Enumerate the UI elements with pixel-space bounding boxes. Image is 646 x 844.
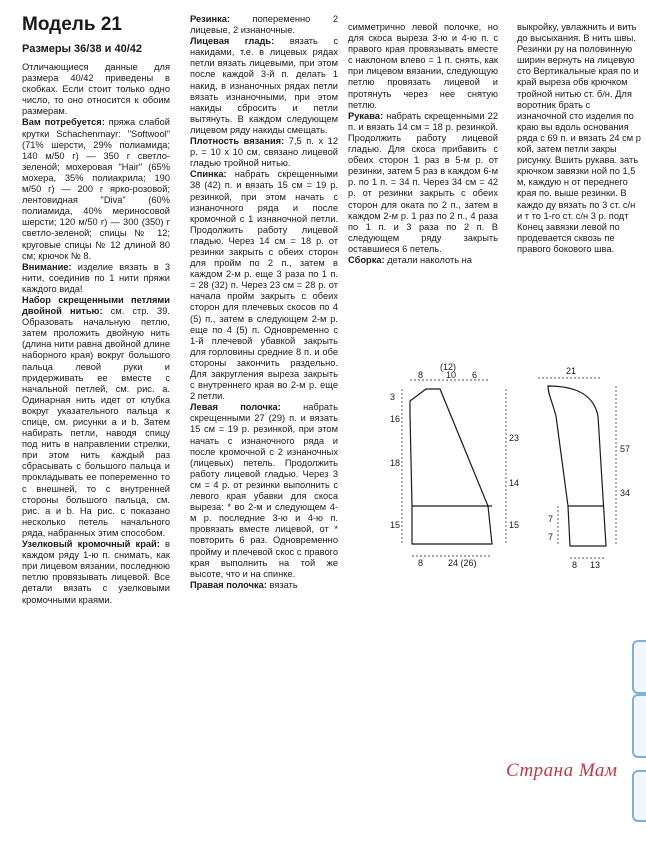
- body-outline: [410, 389, 492, 544]
- side-panel-tab-2[interactable]: [632, 694, 646, 758]
- label-body-left-3: 18: [390, 458, 401, 468]
- schematic-svg: [388, 356, 642, 576]
- stockinette-paragraph: [190, 36, 338, 136]
- gauge-label: Плотность вязания:: [190, 136, 285, 147]
- left-front-text: набрать скрещенными 27 (29) п. и вязать 15 см = 19 р. резинкой, при этом начать с изнаночного ряда и после кромочной с 2 изнаночных (лицевых) петель. Продолжить работу лицевой гладью. Через 3 см = 4 р. от резинки выполнить с левого края убавки для скоса выреза: * во 2-м и следующем 4-м р. последние 3-ю и 4-ю п. провязать вместе лицевой, от * повторить 6 раз. Одновременно пройму и плечевой скос с правого края выполнить на той же высоте, что и на спинке.: [190, 402, 338, 579]
- site-watermark: Страна Мам: [506, 760, 618, 781]
- label-body-right-3: 15: [509, 520, 520, 530]
- sleeves-paragraph: [348, 111, 498, 255]
- rib-text: попеременно 2 лицевые, 2 изнаночные.: [190, 14, 338, 36]
- label-body-top-2: 10: [446, 370, 457, 380]
- label-sleeve-left-2: 7: [548, 532, 554, 542]
- back-label: Спинка:: [190, 169, 227, 180]
- text-column-2: [190, 14, 338, 591]
- gauge-text: 7,5 п. х 12 р. = 10 х 10 см, связано лицевой гладью тройной нитью.: [190, 136, 338, 169]
- pattern-schematic: [388, 356, 642, 576]
- right-front-continued: симметрично левой полочке, но для скоса выреза 3-ю и 4-ю п. с правого края провязывать вместе с наклоном влево = 1 п. снять, как при лицевом вязании, следующую петлю провязать лицевой и протянуть через нее снятую петлю.: [348, 22, 498, 110]
- label-body-bottom-1: 8: [418, 558, 424, 568]
- left-front-label: Левая полочка:: [190, 402, 281, 413]
- label-sleeve-bottom-2: 13: [590, 560, 601, 570]
- label-body-left-2: 16: [390, 414, 401, 424]
- back-paragraph: [190, 169, 338, 402]
- label-body-top-alt: (12): [440, 362, 457, 372]
- cast-on-label: Набор скрещенными петлями двойной нитью:: [22, 294, 170, 317]
- assembly-label: Сборка:: [348, 254, 385, 265]
- assembly-paragraph: [348, 255, 498, 266]
- attention-paragraph: [22, 262, 170, 295]
- side-panel-tab-1[interactable]: [632, 640, 646, 694]
- side-panel-tab-3[interactable]: [632, 770, 646, 822]
- rib-label: Резинка:: [190, 14, 231, 24]
- label-sleeve-bottom-1: 8: [572, 560, 578, 570]
- edge-paragraph: [22, 539, 170, 606]
- rib-paragraph: [190, 14, 338, 36]
- cast-on-text: см. стр. 39. Образовать начальную петлю, затем проложить двойную нить (длина нити равна двойной длине наборного края) вокруг большого пальца левой руки и придерживать ее вместе с начальной петлей, см. рис. а. Одинарная нить идет от клубка вокруг указательного пальца к спице, см. рисунки а и b. Затем набирать петли, наводя спицу под нить в направлении стрелки, при этом нить каждый раз сбрасывать с большого пальца и прокладывать ее попеременно то с внешней, то с внутренней стороны большого пальца, см. рис. а и b. На рис. с показано несколько петель начального ряда, набранных этим способом.: [22, 306, 170, 538]
- materials-text: пряжа слабой крутки Schachenmayr: "Softwool" (71% шерсти, 29% полиамида; 140 м/50 г) — 350 г светло-зеленой; мохеровая "Hair" (65% мохера, 35% полиакрила; 190 м/50 г) — 200 г ярко-розовой; лентовидная "Diva" (60% полиамида, 40% мериносовой шерсти; 120 м/50 г) — 300 (350) г светло-зеленой; спицы № 12; круговые спицы № 12 длиной 80 см; крючок № 8.: [22, 117, 170, 261]
- cast-on-paragraph: [22, 295, 170, 539]
- right-front-paragraph: [190, 580, 338, 591]
- label-body-top-3: 6: [472, 370, 478, 380]
- assembly-continued: выкройку, увлажнить и вить до высыхания. В нить швы. Резинки ру на половинную ширин вернуть на лицевую сто Вертикальные края по и край выреза обв крючком тройной нитью ст. б/н. Для воротник брать с изначочной сто изделия по краю вы вдоль основания ряда с 69 п. и вязать 24 см р кой, затем петли закры рисунку. Вшить рукава. зать крючком завязки ной по 1,5 м, каждую н от переднего края по. выше резинки. В каждо ду вязать по 3 ст. с/н и т то 1-го ст. с/н 3 р. подт Конец завязки левой по продевается сквозь пе правого бокового шва.: [517, 22, 641, 254]
- back-text: набрать скрещенными 38 (42) п. и вязать 15 см = 19 р. резинкой, при этом начать с изнаночного ряда и после кромочной с 1 изнаночной петли. Продолжить работу лицевой гладью. Через 14 см = 18 р. от резинки закрыть с обеих сторон для пройм по 2 п., затем в каждом 2-м р. еще 3 раза по 1 п. = 28 (32) п. Через 23 см = 28 р. от начала пройм закрыть с обеих сторон для плечевых скосов по 4 (5) п., затем в следующем 2-м р. еще по 4 (5) п. Одновременно с 1-й плечевой убавкой закрыть для горловины средние 8 п. и обе стороны закончить раздельно. Для закругления выреза закрыть с внутреннего края во 2-м р. еще 2 петли.: [190, 169, 338, 402]
- label-sleeve-right-2: 34: [620, 488, 631, 498]
- edge-text: в каждом ряду 1-ю п. снимать, как при лицевом вязании, последнюю петлю провязывать лицевой. Все детали вязать с узелковыми кромочными краями.: [22, 539, 170, 605]
- stockinette-label: Лицевая гладь:: [190, 36, 275, 47]
- edge-label: Узелковый кромочный край:: [22, 539, 160, 550]
- label-body-right-2: 14: [509, 478, 520, 488]
- sleeve-outline: [548, 386, 606, 546]
- right-front-text: вязать: [269, 579, 298, 590]
- sizes-heading: Размеры 36/38 и 40/42: [22, 43, 142, 55]
- stockinette-text: вязать с накидами, т.е. в лицевых рядах петли вязать лицевыми, при этом после каждой 3-й п. делать 1 накид, в изнаночных рядах петли вязать изнаночными, при этом накиды сбросить и петли вытянуть. В каждом следующем лицевом ряду накиды смещать.: [190, 36, 338, 135]
- assembly-text: детали наколоть на: [387, 254, 472, 265]
- left-front-paragraph: [190, 402, 338, 580]
- label-body-left-4: 15: [390, 520, 401, 530]
- materials-label: Вам потребуется:: [22, 117, 105, 128]
- label-sleeve-left-1: 7: [548, 514, 554, 524]
- label-body-right-1: 23: [509, 433, 520, 443]
- sleeves-label: Рукава:: [348, 110, 384, 121]
- sleeves-text: набрать скрещенными 22 п. и вязать 14 см = 18 р. резинкой. Продолжить работу лицевой гладью. Для скоса прибавить с обеих сторон 1 раз в 5-м р. от резинки, затем 5 раз в каждом 6-м р. по 1 п. = 34 п. Через 34 см = 42 р. от резинки закрыть с обеих сторон для оката по 2 п., затем в каждом 2-м р. 1 раз по 2 п., 4 раза по 1 п. и 3 раза по 2 п. В следующем ряду закрыть оставшиеся 6 петель.: [348, 110, 498, 254]
- label-sleeve-right-1: 57: [620, 444, 631, 454]
- intro-paragraph: Отличающиеся данные для размера 40/42 приведены в скобках. Если стоит только одно число, то оно относится к обоим размерам.: [22, 62, 170, 117]
- right-front-label: Правая полочка:: [190, 579, 267, 590]
- text-column-1: [22, 14, 170, 606]
- gauge-paragraph: [190, 136, 338, 169]
- label-body-left-1: 3: [390, 392, 396, 402]
- attention-text: изделие вязать в 3 нити, соединив по 1 нити пряжи каждого вида!: [22, 261, 170, 294]
- label-body-bottom-2: 24 (26): [448, 558, 477, 568]
- text-column-4: [517, 22, 642, 255]
- text-column-3: [348, 22, 498, 266]
- label-sleeve-top: 21: [566, 366, 577, 376]
- materials-paragraph: [22, 117, 170, 261]
- attention-label: Внимание:: [22, 261, 72, 272]
- model-title: Модель 21: [22, 14, 122, 35]
- label-body-top-1: 8: [418, 370, 424, 380]
- schematic-labels: [390, 362, 630, 570]
